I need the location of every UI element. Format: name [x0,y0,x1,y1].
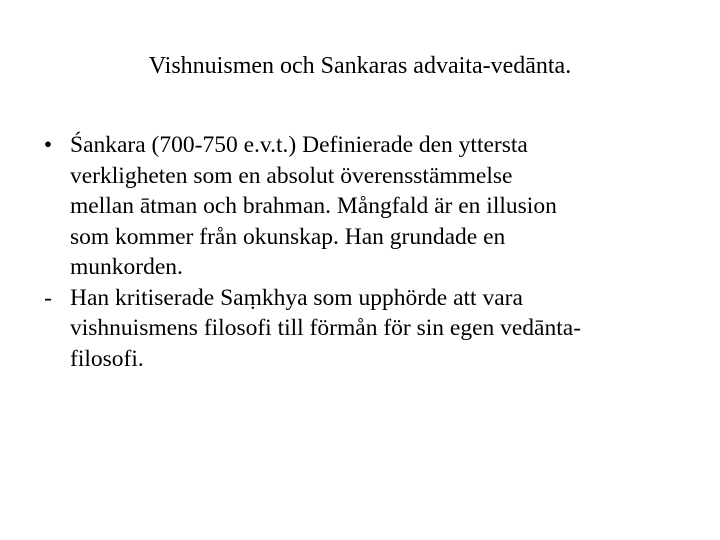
bullet-marker: • [43,132,53,158]
text-line: Han kritiserade Saṃkhya som upphörde att vara [70,284,523,311]
slide-title: Vishnuismen och Sankaras advaita-vedānta. [148,53,572,79]
text-line: som kommer från okunskap. Han grundade en [70,223,506,250]
text-line: vishnuismens filosofi till förmån för sin egen vedānta- [70,315,582,341]
text-line: mellan ātman och brahman. Mångfald är en illusion [70,193,557,219]
slide-body [0,130,720,374]
bullet-item-sankara [0,130,720,283]
text-line: verkligheten som en absolut överensstämmelse [70,162,513,189]
text-line: munkorden. [70,254,183,280]
dash-marker: - [44,284,52,311]
text-line: Śankara (700-750 e.v.t.) Definierade den yttersta [70,132,528,158]
text-line: filosofi. [70,345,144,372]
dash-item-samkhya [0,283,720,375]
